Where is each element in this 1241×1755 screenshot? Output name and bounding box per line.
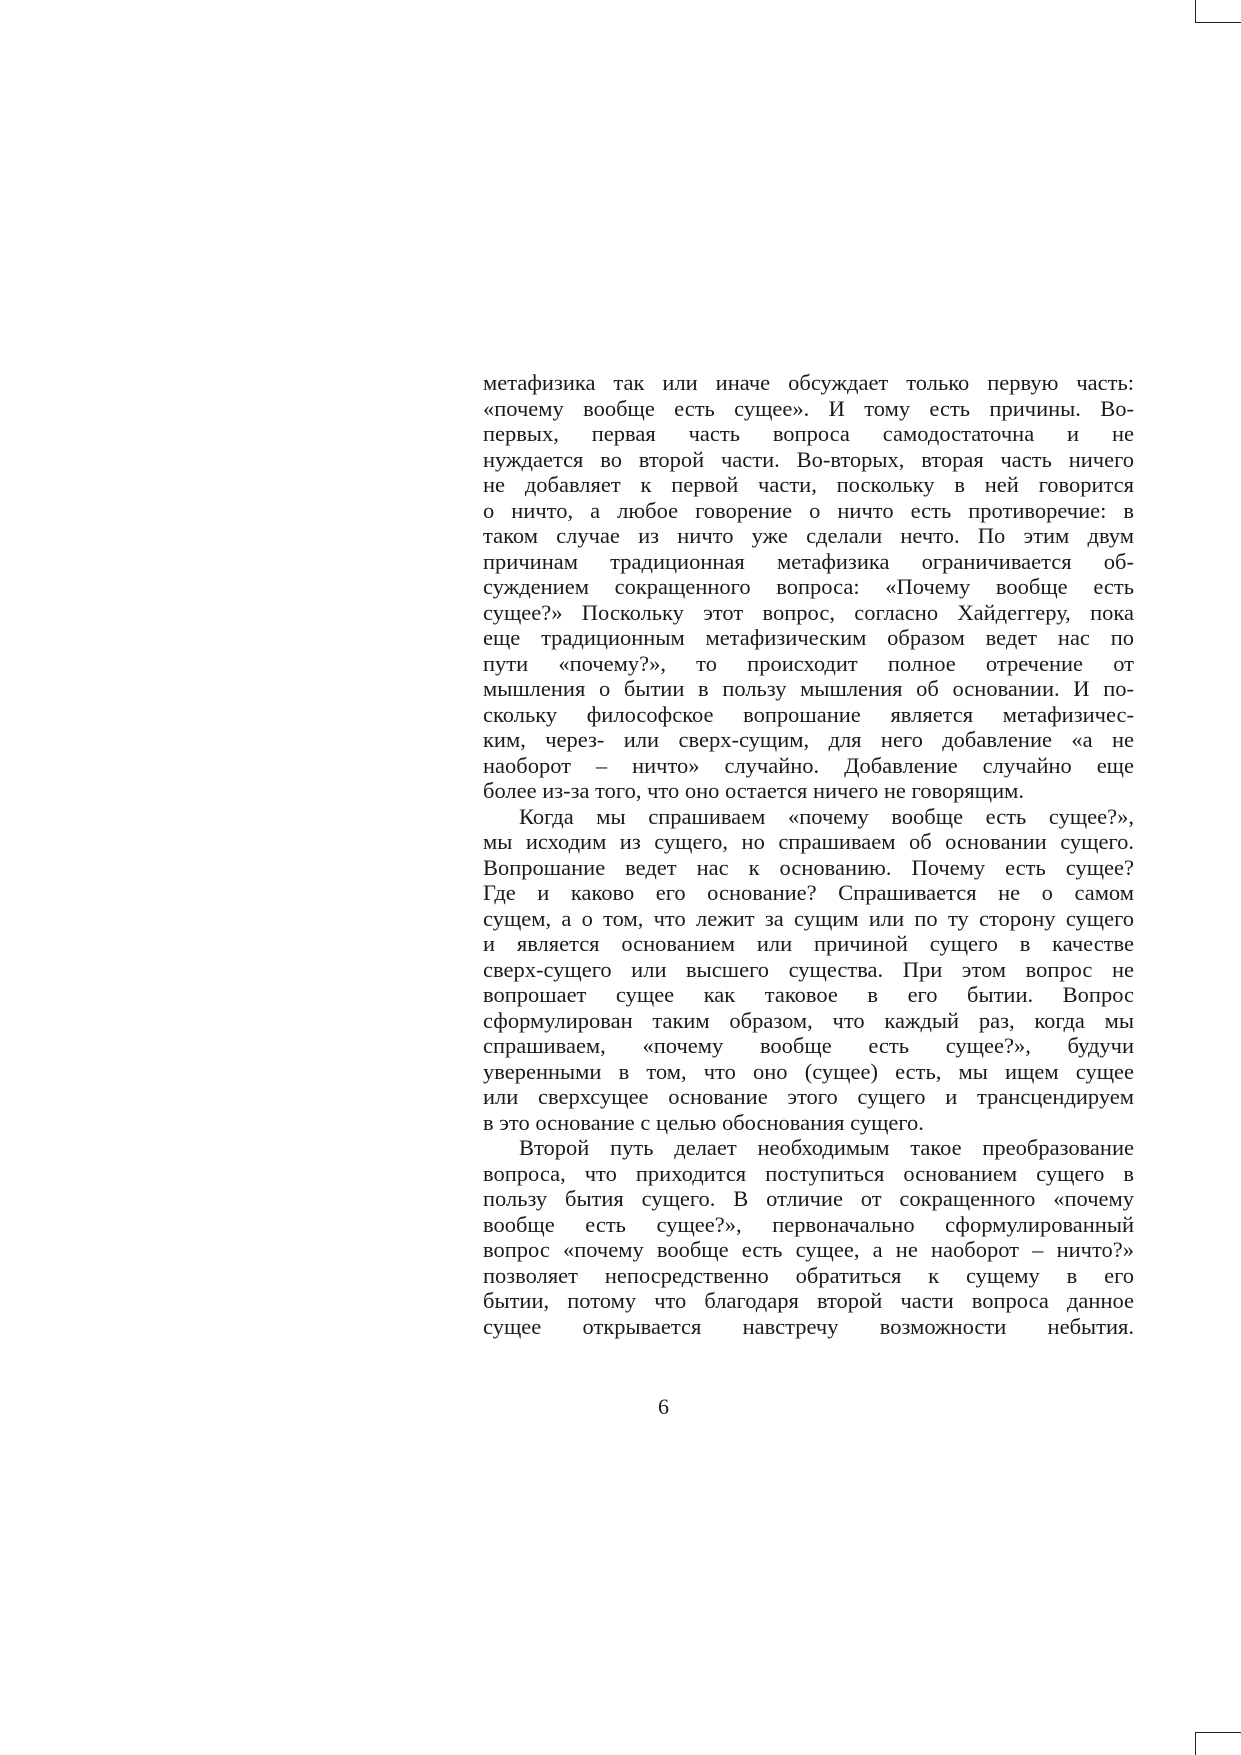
text-line: первых, первая часть вопроса самодостаточна и не — [483, 421, 1134, 446]
text-line: Второй путь делает необходимым такое преобразование — [519, 1135, 1134, 1160]
text-line: и является основанием или причиной сущего в качестве — [483, 931, 1134, 956]
text-line: о ничто, а любое говорение о ничто есть противоречие: в — [483, 497, 1134, 523]
text-line: вообще есть сущее?», первоначально сформулированный — [483, 1211, 1134, 1237]
text-line: сущее открывается навстречу возможности небытия. — [483, 1313, 1134, 1339]
text-line: спрашиваем, «почему вообще есть сущее?», будучи — [483, 1033, 1134, 1058]
text-line: Вопрошание ведет нас к основанию. Почему есть сущее? — [483, 854, 1134, 880]
text-line: вопроса, что приходится поступиться основанием сущего в — [483, 1160, 1134, 1186]
text-line: сущем, а о том, что лежит за сущим или по ту сторону сущего — [483, 905, 1134, 931]
text-line: скольку философское вопрошание является метафизичес- — [483, 701, 1134, 727]
text-line: таком случае из ничто уже сделали нечто. По этим двум — [483, 523, 1134, 548]
crop-mark-top-horizontal — [1195, 22, 1241, 23]
text-line: пользу бытия сущего. В отличие от сокращенного «почему — [483, 1186, 1134, 1211]
text-line: вопрошает сущее как таковое в его бытии. Вопрос — [483, 982, 1134, 1007]
text-line: Когда мы спрашиваем «почему вообще есть сущее?», — [519, 803, 1134, 829]
text-line: сформулирован таким образом, что каждый раз, когда мы — [483, 1007, 1134, 1033]
text-line: уверенными в том, что оно (сущее) есть, мы ищем сущее — [483, 1058, 1134, 1084]
text-line: сверх-сущего или высшего существа. При этом вопрос не — [483, 956, 1134, 982]
text-line: причинам традиционная метафизика ограничивается об- — [483, 548, 1134, 574]
text-line: суждением сокращенного вопроса: «Почему вообще есть — [483, 574, 1134, 599]
text-line: еще традиционным метафизическим образом ведет нас по — [483, 625, 1134, 650]
text-line: ким, через- или сверх-сущим, для него добавление «а не — [483, 727, 1134, 752]
text-line: или сверхсущее основание этого сущего и трансцендируем — [483, 1084, 1134, 1109]
text-line: нуждается во второй части. Во-вторых, вторая часть ничего — [483, 446, 1134, 472]
crop-mark-bottom-horizontal — [1195, 1732, 1241, 1733]
text-line: позволяет непосредственно обратиться к сущему в его — [483, 1262, 1134, 1288]
text-line: пути «почему?», то происходит полное отречение от — [483, 650, 1134, 676]
text-line: бытии, потому что благодаря второй части вопроса данное — [483, 1288, 1134, 1313]
text-line: вопрос «почему вообще есть сущее, а не наоборот – ничто?» — [483, 1237, 1134, 1262]
text-line: не добавляет к первой части, поскольку в ней говорится — [483, 472, 1134, 497]
text-line: наоборот – ничто» случайно. Добавление случайно еще — [483, 752, 1134, 778]
body-text — [483, 370, 1134, 1339]
text-line: более из-за того, что оно остается ничего не говорящим. — [483, 778, 1024, 803]
crop-mark-bottom-vertical — [1195, 1732, 1196, 1755]
text-line: мы исходим из сущего, но спрашиваем об основании сущего. — [483, 829, 1134, 854]
page-number: 6 — [658, 1394, 669, 1419]
text-line: сущее?» Поскольку этот вопрос, согласно Хайдеггеру, пока — [483, 599, 1134, 625]
text-line: «почему вообще есть сущее». И тому есть причины. Во- — [483, 395, 1134, 421]
text-line: метафизика так или иначе обсуждает только первую часть: — [483, 370, 1134, 395]
text-line: в это основание с целью обоснования сущего. — [483, 1109, 924, 1135]
text-line: мышления о бытии в пользу мышления об основании. И по- — [483, 676, 1134, 701]
text-line: Где и каково его основание? Спрашивается не о самом — [483, 880, 1134, 905]
crop-mark-top-vertical — [1195, 0, 1196, 22]
